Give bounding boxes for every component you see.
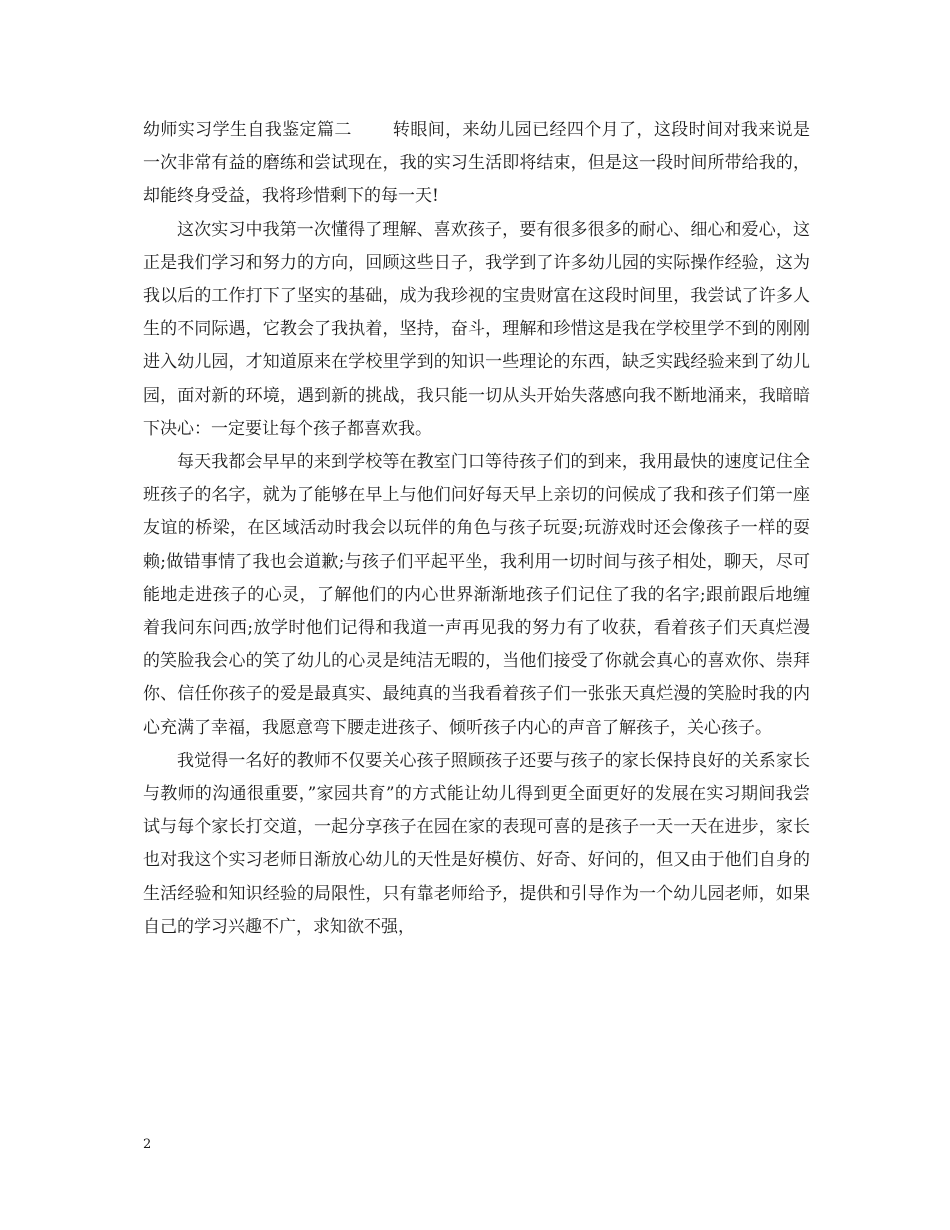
paragraph-3: 每天我都会早早的来到学校等在教室门口等待孩子们的到来，我用最快的速度记住全班孩子的名字，就为了能够在早上与他们问好每天早上亲切的问候成了我和孩子们第一座友谊的桥梁，在区域活动时我会以玩伴的角色与孩子玩耍;玩游戏时还会像孩子一样的耍赖;做错事情了我也会道歉;与孩子们平起平坐，我利用一切时间与孩子相处，聊天，尽可能地走进孩子的心灵，了解他们的内心世界渐渐地孩子们记住了我的名字;跟前跟后地缠着我问东问西;放学时他们记得和我道一声再见我的努力有了收获，看着孩子们天真烂漫的笑脸我会心的笑了幼儿的心灵是纯洁无暇的，当他们接受了你就会真心的喜欢你、崇拜你、信任你孩子的爱是最真实、最纯真的当我看着孩子们一张张天真烂漫的笑脸时我的内心充满了幸福，我愿意弯下腰走进孩子、倾听孩子内心的声音了解孩子，关心孩子。: [143, 452, 810, 738]
paragraph-1-text: 转眼间，来幼儿园已经四个月了，这段时间对我来说是一次非常有益的磨练和尝试现在，我的实习生活即将结束，但是这一段时间所带给我的，却能终身受益，我将珍惜剩下的每一天!: [143, 120, 810, 207]
document-body: [143, 114, 810, 944]
paragraph-4: 我觉得一名好的教师不仅要关心孩子照顾孩子还要与孩子的家长保持良好的关系家长与教师的沟通很重要，”家园共育”的方式能让幼儿得到更全面更好的发展在实习期间我尝试与每个家长打交道，一起分享孩子在园在家的表现可喜的是孩子一天一天在进步，家长也对我这个实习老师日渐放心幼儿的天性是好模仿、好奇、好问的，但又由于他们自身的生活经验和知识经验的局限性，只有靠老师给予，提供和引导作为一个幼儿园老师，如果自己的学习兴趣不广，求知欲不强，: [143, 750, 810, 937]
paragraph-2: 这次实习中我第一次懂得了理解、喜欢孩子，要有很多很多的耐心、细心和爱心，这正是我们学习和努力的方向，回顾这些日子，我学到了许多幼儿园的实际操作经验，这为我以后的工作打下了坚实的基础，成为我珍视的宝贵财富在这段时间里，我尝试了许多人生的不同际遇，它教会了我执着，坚持，奋斗，理解和珍惜这是我在学校里学不到的刚刚进入幼儿园，才知道原来在学校里学到的知识一些理论的东西，缺乏实践经验来到了幼儿园，面对新的环境，遇到新的挑战，我只能一切从头开始失落感向我不断地涌来，我暗暗下决心：一定要让每个孩子都喜欢我。: [143, 219, 810, 439]
document-title: 幼师实习学生自我鉴定篇二: [143, 120, 352, 140]
page-number: 2: [143, 1137, 152, 1152]
paragraph-1: [143, 114, 810, 214]
